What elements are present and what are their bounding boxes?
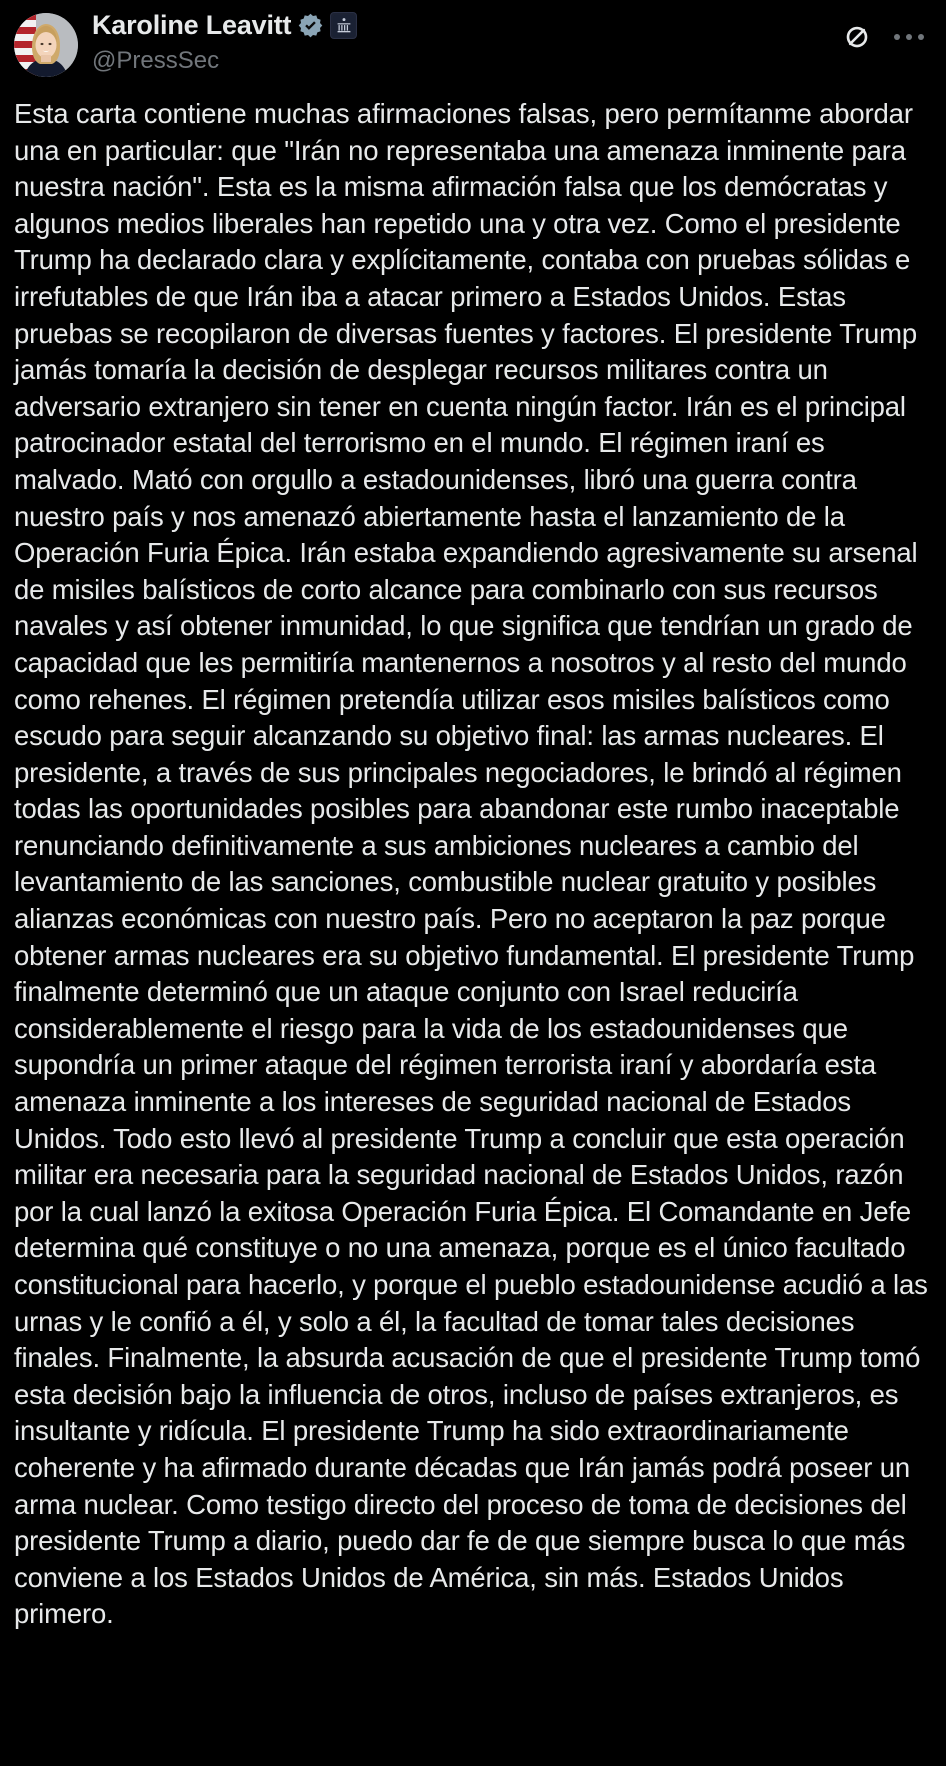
verified-badge-icon[interactable] xyxy=(297,12,324,39)
more-dot xyxy=(918,34,924,40)
author-handle[interactable]: @PressSec xyxy=(92,47,220,74)
avatar-wrapper[interactable] xyxy=(14,13,78,77)
author-display-name[interactable]: Karoline Leavitt xyxy=(92,10,292,40)
more-dot xyxy=(894,34,900,40)
white-house-affiliate-badge-icon[interactable] xyxy=(330,12,357,39)
author-block xyxy=(92,10,842,74)
post-text: Esta carta contiene muchas afirmaciones falsas, pero permítanme abordar una en particular: que "Irán no representaba una amenaza inminente para nuestra nación". Esta es la misma afirmación falsa que los demócratas y algunos medios liberales han repetido una y otra vez. Como el presidente Trump ha declarado clara y explícitamente, contaba con pruebas sólidas e irrefutables de que Irán iba a atacar primero a Estados Unidos. Estas pruebas se recopilaron de diversas fuentes y factores. El presidente Trump jamás tomaría la decisión de desplegar recursos militares contra un adversario extranjero sin tener en cuenta ningún factor. Irán es el principal patrocinador estatal del terrorismo en el mundo. El régimen iraní es malvado. Mató con orgullo a estadounidenses, libró una guerra contra nuestro país y nos amenazó abiertamente hasta el lanzamiento de la Operación Furia Épica. Irán estaba expandiendo agresivamente su arsenal de misiles balísticos de corto alcance para combinarlo con sus recursos navales y así obtener inmunidad, lo que significa que tendrían un grado de capacidad que les permitiría mantenernos a nosotros y al resto del mundo como rehenes. El régimen pretendía utilizar esos misiles balísticos como escudo para seguir alcanzando su objetivo final: las armas nucleares. El presidente, a través de sus principales negociadores, le brindó al régimen todas las oportunidades posibles para abandonar este rumbo inaceptable renunciando definitivamente a sus ambiciones nucleares a cambio del levantamiento de las sanciones, combustible nuclear gratuito y posibles alianzas económicas con nuestro país. Pero no aceptaron la paz porque obtener armas nucleares era su objetivo fundamental. El presidente Trump finalmente determinó que un ataque conjunto con Israel reduciría considerablemente el riesgo para la vida de los estadounidenses que supondría un primer ataque del régimen terrorista iraní y abordaría esta amenaza inminente a los intereses de seguridad nacional de Estados Unidos. Todo esto llevó al presidente Trump a concluir que esta operación militar era necesaria para la seguridad nacional de Estados Unidos, razón por la cual lanzó la exitosa Operación Furia Épica. El Comandante en Jefe determina qué constituye o no una amenaza, porque es el único facultado constitucional para hacerlo, y porque el pueblo estadounidense acudió a las urnas y le confió a él, y solo a él, la facultad de tomar tales decisiones finales. Finalmente, la absurda acusación de que el presidente Trump tomó esta decisión bajo la influencia de otros, incluso de países extranjeros, es insultante y ridícula. El presidente Trump ha sido extraordinariamente coherente y ha afirmado durante décadas que Irán jamás podrá poseer un arma nuclear. Como testigo directo del proceso de toma de decisiones del presidente Trump a diario, puedo dar fe de que siempre busca lo que más conviene a los Estados Unidos de América, sin más. Estados Unidos primero. xyxy=(14,98,936,1630)
author-line xyxy=(92,12,842,39)
header-actions xyxy=(842,10,932,52)
more-options-icon[interactable] xyxy=(894,26,924,48)
grok-icon[interactable] xyxy=(842,22,872,52)
avatar[interactable] xyxy=(14,13,78,77)
more-dot xyxy=(906,34,912,40)
post-body xyxy=(0,88,946,1649)
post-header xyxy=(0,0,946,88)
